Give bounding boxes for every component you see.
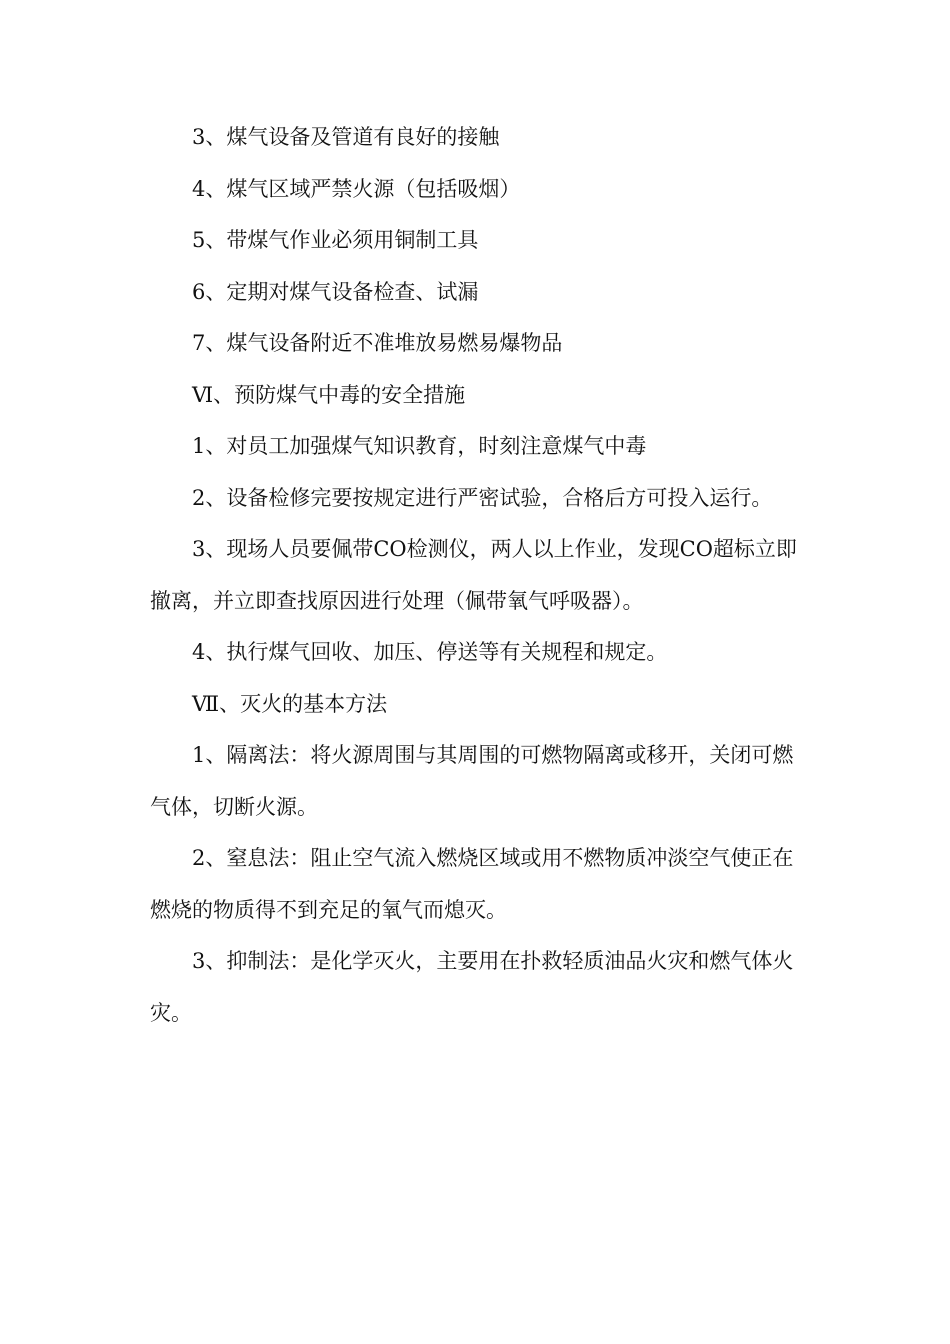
item-regular-inspection: 6、定期对煤气设备检查、试漏	[192, 279, 479, 304]
item-isolation-method: 1、隔离法：将火源周围与其周围的可燃物隔离或移开，关闭可燃气体，切断火源。	[150, 743, 794, 819]
item-suppression-method: 3、抑制法：是化学灭火，主要用在扑救轻质油品火灾和燃气体火灾。	[150, 949, 794, 1025]
item-leak-test: 2、设备检修完要按规定进行严密试验，合格后方可投入运行。	[192, 485, 773, 510]
item-gas-equipment-contact: 3、煤气设备及管道有良好的接触	[192, 125, 500, 149]
item-no-flammables: 7、煤气设备附近不准堆放易燃易爆物品	[192, 331, 563, 355]
item-suffocation-method: 2、窒息法：阻止空气流入燃烧区域或用不燃物质冲淡空气使正在燃烧的物质得不到充足的氧气而熄灭。	[150, 846, 794, 922]
section-heading-fire-extinguishing: Ⅶ、灭火的基本方法	[192, 691, 388, 716]
section-heading-gas-poisoning: Ⅵ、预防煤气中毒的安全措施	[192, 382, 466, 407]
item-copper-tools: 5、带煤气作业必须用铜制工具	[192, 228, 479, 252]
item-co-detector: 3、现场人员要佩带CO检测仪，两人以上作业，发现CO超标立即撤离，并立即查找原因进行处理（佩带氧气呼吸器）。	[150, 537, 797, 613]
item-no-fire-source: 4、煤气区域严禁火源（包括吸烟）	[192, 176, 521, 201]
document-body	[150, 112, 800, 1039]
item-follow-rules: 4、执行煤气回收、加压、停送等有关规程和规定。	[192, 640, 668, 664]
item-staff-education: 1、对员工加强煤气知识教育，时刻注意煤气中毒	[192, 434, 647, 458]
